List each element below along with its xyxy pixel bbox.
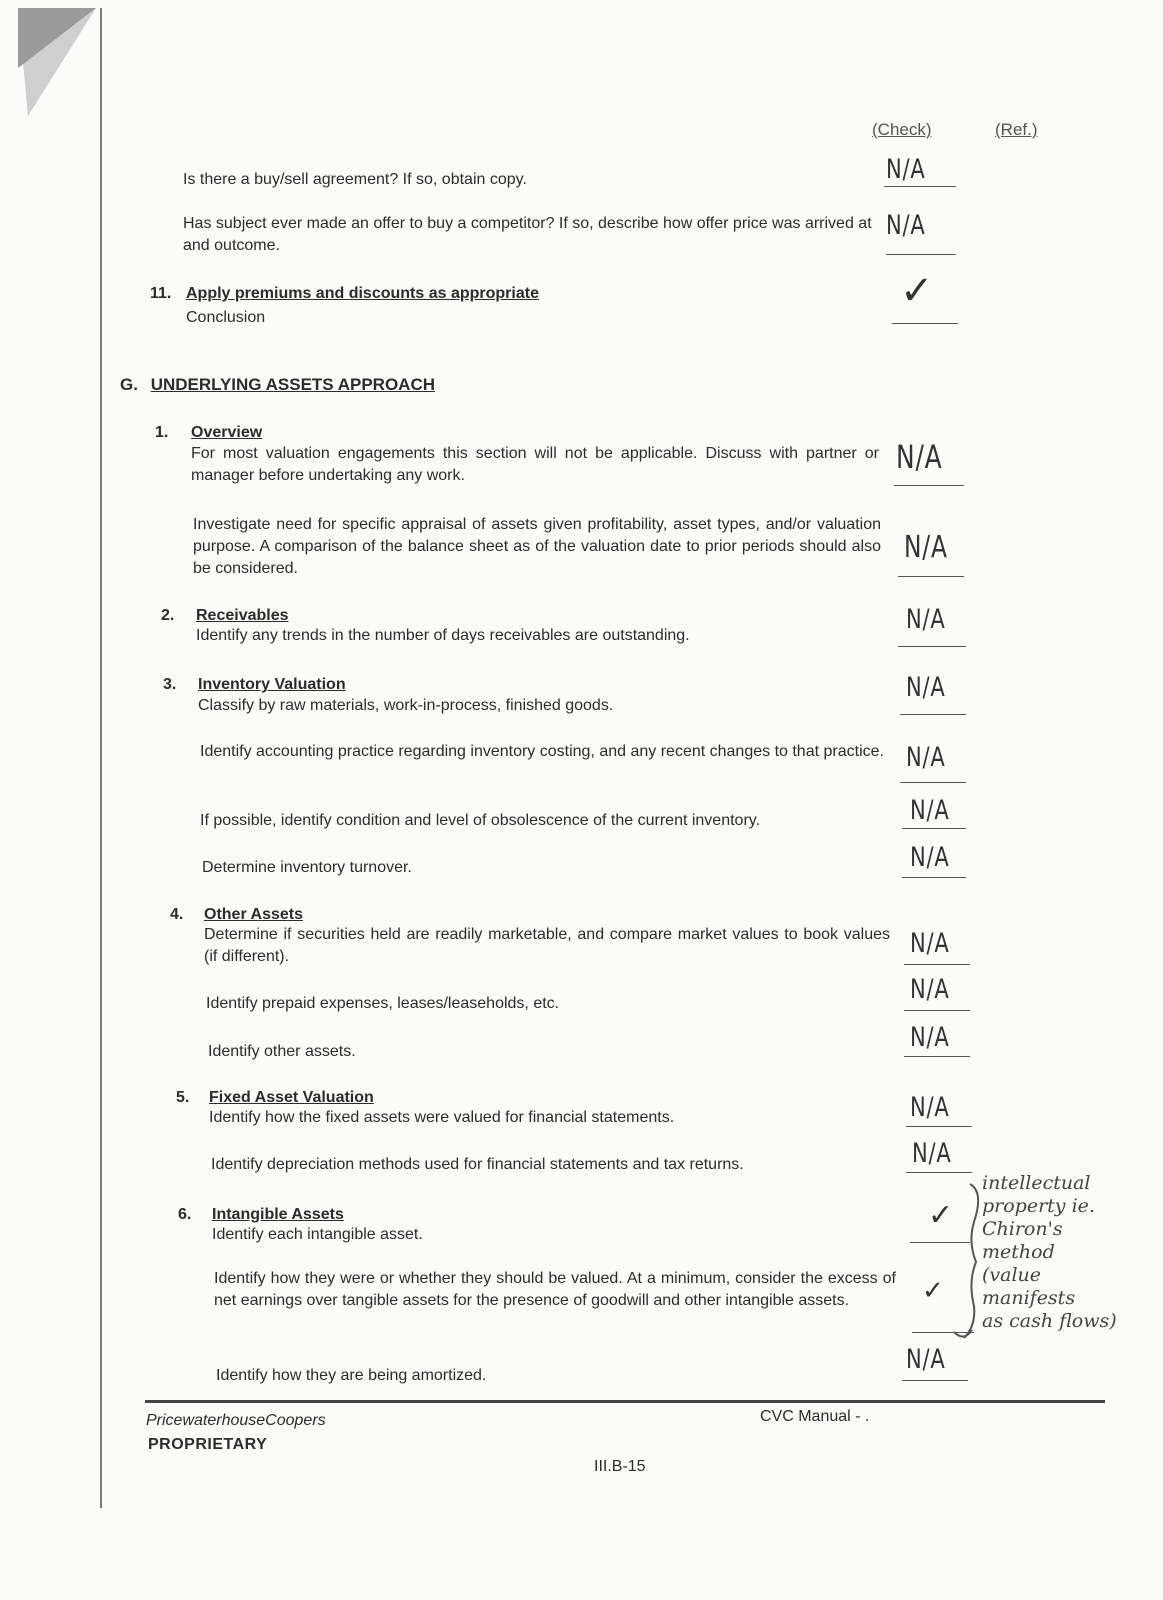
ref-column-header: (Ref.) (995, 120, 1038, 139)
item-number: 5. (176, 1089, 190, 1106)
handwritten-note: intellectual property ie. Chiron's method (value manifests as cash flows) (982, 1172, 1117, 1332)
item-number: 6. (178, 1206, 192, 1223)
footer-company: PricewaterhouseCoopers (146, 1412, 326, 1429)
check-line (902, 1380, 968, 1381)
check-line (894, 485, 964, 486)
check-mark-na: N/A (910, 1022, 950, 1053)
check-mark-na: N/A (904, 530, 948, 565)
check-mark-na: N/A (910, 928, 950, 959)
check-line (898, 576, 964, 577)
check-mark-na: N/A (886, 154, 926, 185)
item-text: If possible, identify condition and level of obsolescence of the current inventory. (200, 812, 761, 829)
footer-rule (145, 1400, 1105, 1403)
check-line (902, 877, 966, 878)
item-heading: Inventory Valuation (198, 676, 346, 693)
check-mark-tick: ✓ (928, 1198, 954, 1233)
check-mark-na: N/A (906, 1344, 946, 1375)
overview-paragraph: For most valuation engagements this section will not be applicable. Discuss with partner or manager before undertaking any work. (191, 445, 879, 484)
check-line (900, 714, 966, 715)
check-line (902, 828, 966, 829)
item-heading: Intangible Assets (212, 1206, 344, 1223)
item-number: 2. (161, 607, 175, 624)
item-text: Determine if securities held are readily marketable, and compare market values to book values (if different). (204, 926, 890, 965)
item-text: Identify how the fixed assets were valued for financial statements. (209, 1109, 675, 1126)
item-number: 4. (170, 906, 184, 923)
check-line (886, 254, 956, 255)
check-mark-na: N/A (886, 210, 926, 241)
check-line (904, 964, 970, 965)
item-text: Identify how they are being amortized. (216, 1367, 487, 1384)
item-number: 1. (155, 424, 169, 441)
competitor-offer-question: Has subject ever made an offer to buy a competitor? If so, describe how offer price was arrived at and outcome. (183, 215, 872, 254)
item-text: Classify by raw materials, work-in-process, finished goods. (198, 697, 614, 714)
section-letter: G. (120, 375, 138, 394)
check-mark-tick: ✓ (922, 1276, 944, 1306)
footer-manual: CVC Manual - . (760, 1408, 870, 1425)
check-mark-na: N/A (906, 672, 946, 703)
item-text: Identify each intangible asset. (212, 1226, 423, 1243)
item-heading: Receivables (196, 607, 289, 624)
folded-corner (18, 8, 102, 118)
item-text: Conclusion (186, 309, 266, 326)
check-mark-na: N/A (896, 438, 943, 476)
check-column-header: (Check) (872, 120, 932, 139)
check-line (892, 323, 958, 324)
item-text: Identify depreciation methods used for financial statements and tax returns. (211, 1156, 744, 1173)
item-number: 11. (150, 285, 172, 302)
page-number: III.B-15 (594, 1458, 646, 1475)
check-mark-na: N/A (910, 842, 950, 873)
check-line (904, 1056, 970, 1057)
item-text: Identify how they were or whether they should be valued. At a minimum, consider the excess of net earnings over tangible assets for the presence of goodwill and other intangible assets. (214, 1270, 896, 1309)
item-text: Identify other assets. (208, 1043, 356, 1060)
check-mark-na: N/A (910, 974, 950, 1005)
overview-paragraph: Investigate need for specific appraisal of assets given profitability, asset types, and/or valuation purpose. A comparison of the balance sheet as of the valuation date to prior periods should also be considered. (193, 516, 881, 577)
check-mark-na: N/A (910, 795, 950, 826)
check-mark-na: N/A (912, 1138, 952, 1169)
check-line (904, 1010, 970, 1011)
check-line (906, 1126, 972, 1127)
section-title: UNDERLYING ASSETS APPROACH (150, 375, 436, 394)
buy-sell-question: Is there a buy/sell agreement? If so, obtain copy. (183, 171, 527, 188)
check-line (900, 782, 966, 783)
check-line (898, 646, 966, 647)
page-left-edge (100, 8, 102, 1508)
item-heading: Fixed Asset Valuation (209, 1089, 374, 1106)
item-text: Identify accounting practice regarding inventory costing, and any recent changes to that practice. (200, 743, 884, 760)
item-heading: Overview (191, 424, 263, 441)
item-heading: Apply premiums and discounts as appropriate (186, 285, 539, 302)
item-heading: Other Assets (204, 906, 303, 923)
check-mark-na: N/A (910, 1092, 950, 1123)
item-text: Determine inventory turnover. (202, 859, 412, 876)
check-mark-na: N/A (906, 604, 946, 635)
check-mark-na: N/A (906, 742, 946, 773)
item-text: Identify prepaid expenses, leases/leaseholds, etc. (206, 995, 560, 1012)
check-line (906, 1172, 972, 1173)
check-mark-tick: ✓ (900, 268, 934, 314)
check-line (884, 186, 956, 187)
item-number: 3. (163, 676, 177, 693)
item-text: Identify any trends in the number of days receivables are outstanding. (196, 627, 690, 644)
footer-proprietary: PROPRIETARY (148, 1436, 268, 1453)
section-heading (120, 375, 435, 395)
